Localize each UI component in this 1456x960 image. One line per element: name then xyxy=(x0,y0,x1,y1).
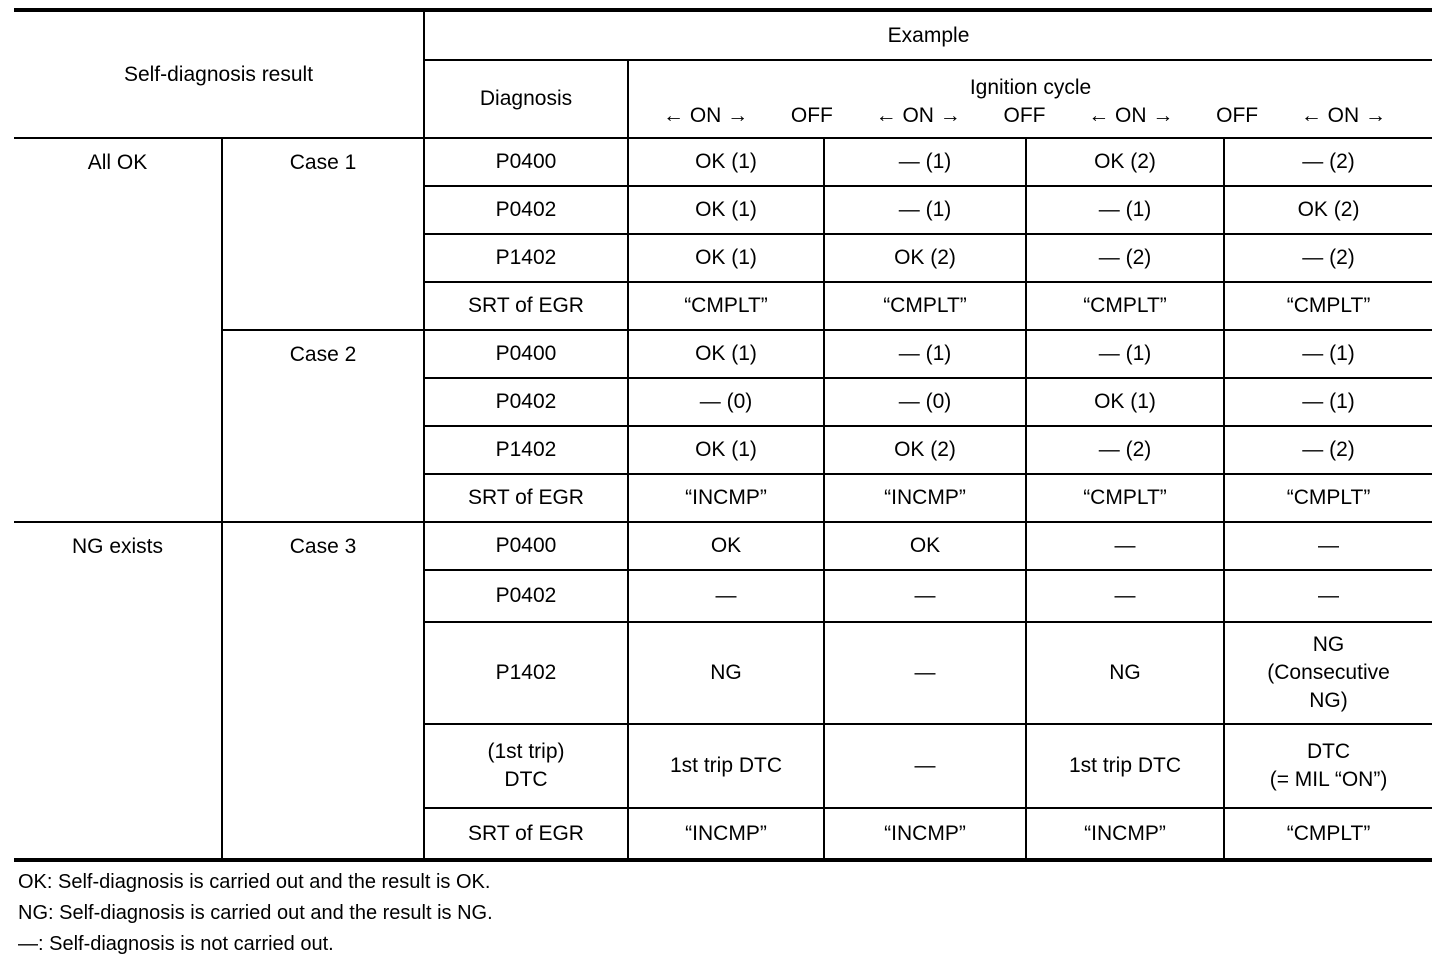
value-cell: OK (1) xyxy=(628,186,824,234)
diagnosis-cell: P0400 xyxy=(424,522,628,570)
diagnosis-table-container xyxy=(14,8,1432,862)
value-cell: “CMPLT” xyxy=(1026,474,1224,522)
self-diagnosis-table xyxy=(14,8,1432,862)
value-cell: — (2) xyxy=(1224,138,1432,186)
result-cell: All OK xyxy=(14,138,222,522)
diagnosis-cell: P0400 xyxy=(424,330,628,378)
cycle-on-1: ← ON → xyxy=(663,104,749,127)
cycle-off-1: OFF xyxy=(790,104,833,127)
table-body xyxy=(14,138,1432,860)
value-cell: “CMPLT” xyxy=(628,282,824,330)
value-cell: DTC (= MIL “ON”) xyxy=(1224,724,1432,808)
diagnosis-cell: P0402 xyxy=(424,570,628,622)
value-cell: — xyxy=(1026,570,1224,622)
value-cell: OK (2) xyxy=(824,426,1026,474)
value-cell: 1st trip DTC xyxy=(628,724,824,808)
value-cell: OK xyxy=(628,522,824,570)
diagnosis-cell: P1402 xyxy=(424,234,628,282)
diagnosis-cell: P0402 xyxy=(424,378,628,426)
value-cell: — (0) xyxy=(824,378,1026,426)
value-cell: — (1) xyxy=(1026,330,1224,378)
value-cell: — (2) xyxy=(1026,426,1224,474)
diagnosis-cell: P0400 xyxy=(424,138,628,186)
value-cell: OK (1) xyxy=(628,234,824,282)
legend-notes xyxy=(18,867,493,960)
diagnosis-cell: SRT of EGR xyxy=(424,808,628,860)
value-cell: — xyxy=(824,724,1026,808)
value-cell: — (2) xyxy=(1224,234,1432,282)
diagnosis-cell: SRT of EGR xyxy=(424,282,628,330)
note-ng: NG: Self-diagnosis is carried out and the result is NG. xyxy=(18,902,493,924)
ignition-cycle-label: Ignition cycle xyxy=(969,76,1092,99)
value-cell: “CMPLT” xyxy=(1224,808,1432,860)
case-cell: Case 3 xyxy=(222,522,424,860)
case-cell: Case 2 xyxy=(222,330,424,522)
result-cell: NG exists xyxy=(14,522,222,860)
table-row xyxy=(14,138,1432,186)
value-cell: — (2) xyxy=(1224,426,1432,474)
value-cell: — xyxy=(824,570,1026,622)
value-cell: — xyxy=(824,622,1026,724)
value-cell: OK (2) xyxy=(1026,138,1224,186)
case-cell: Case 1 xyxy=(222,138,424,330)
value-cell: 1st trip DTC xyxy=(1026,724,1224,808)
value-cell: “CMPLT” xyxy=(1224,282,1432,330)
diagnosis-cell: P1402 xyxy=(424,622,628,724)
table-row xyxy=(14,330,1432,378)
value-cell: OK (2) xyxy=(1224,186,1432,234)
value-cell: — xyxy=(1224,570,1432,622)
value-cell: “CMPLT” xyxy=(1224,474,1432,522)
value-cell: “CMPLT” xyxy=(1026,282,1224,330)
value-cell: — (0) xyxy=(628,378,824,426)
value-cell: NG (Consecutive NG) xyxy=(1224,622,1432,724)
value-cell: — (1) xyxy=(824,138,1026,186)
value-cell: — (2) xyxy=(1026,234,1224,282)
header-ignition-cycle xyxy=(628,60,1432,138)
note-ok: OK: Self-diagnosis is carried out and the result is OK. xyxy=(18,871,491,893)
value-cell: “INCMP” xyxy=(1026,808,1224,860)
cycle-off-2: OFF xyxy=(1003,104,1046,127)
value-cell: OK (1) xyxy=(628,330,824,378)
note-not-carried-out: —: Self-diagnosis is not carried out. xyxy=(18,933,334,955)
diagnosis-cell: SRT of EGR xyxy=(424,474,628,522)
header-example: Example xyxy=(424,10,1432,60)
value-cell: OK (2) xyxy=(824,234,1026,282)
diagnosis-cell: P0402 xyxy=(424,186,628,234)
value-cell: — xyxy=(628,570,824,622)
value-cell: NG xyxy=(628,622,824,724)
cycle-off-3: OFF xyxy=(1216,104,1259,127)
value-cell: — xyxy=(1026,522,1224,570)
diagnosis-cell: P1402 xyxy=(424,426,628,474)
value-cell: “INCMP” xyxy=(824,808,1026,860)
ignition-cycle-sequence xyxy=(629,102,1432,130)
value-cell: “CMPLT” xyxy=(824,282,1026,330)
value-cell: — (1) xyxy=(824,186,1026,234)
value-cell: “INCMP” xyxy=(628,474,824,522)
header-diagnosis: Diagnosis xyxy=(424,60,628,138)
table-row xyxy=(14,522,1432,570)
value-cell: OK (1) xyxy=(1026,378,1224,426)
value-cell: OK (1) xyxy=(628,138,824,186)
value-cell: NG xyxy=(1026,622,1224,724)
value-cell: — (1) xyxy=(1224,378,1432,426)
value-cell: “INCMP” xyxy=(824,474,1026,522)
value-cell: OK xyxy=(824,522,1026,570)
cycle-on-2: ← ON → xyxy=(875,104,961,127)
value-cell: — (1) xyxy=(824,330,1026,378)
diagnosis-cell: (1st trip) DTC xyxy=(424,724,628,808)
value-cell: OK (1) xyxy=(628,426,824,474)
value-cell: — (1) xyxy=(1224,330,1432,378)
cycle-on-4: ← ON → xyxy=(1300,104,1386,127)
value-cell: — xyxy=(1224,522,1432,570)
cycle-on-3: ← ON → xyxy=(1088,104,1174,127)
value-cell: — (1) xyxy=(1026,186,1224,234)
value-cell: “INCMP” xyxy=(628,808,824,860)
header-self-diagnosis-result: Self-diagnosis result xyxy=(14,10,424,138)
